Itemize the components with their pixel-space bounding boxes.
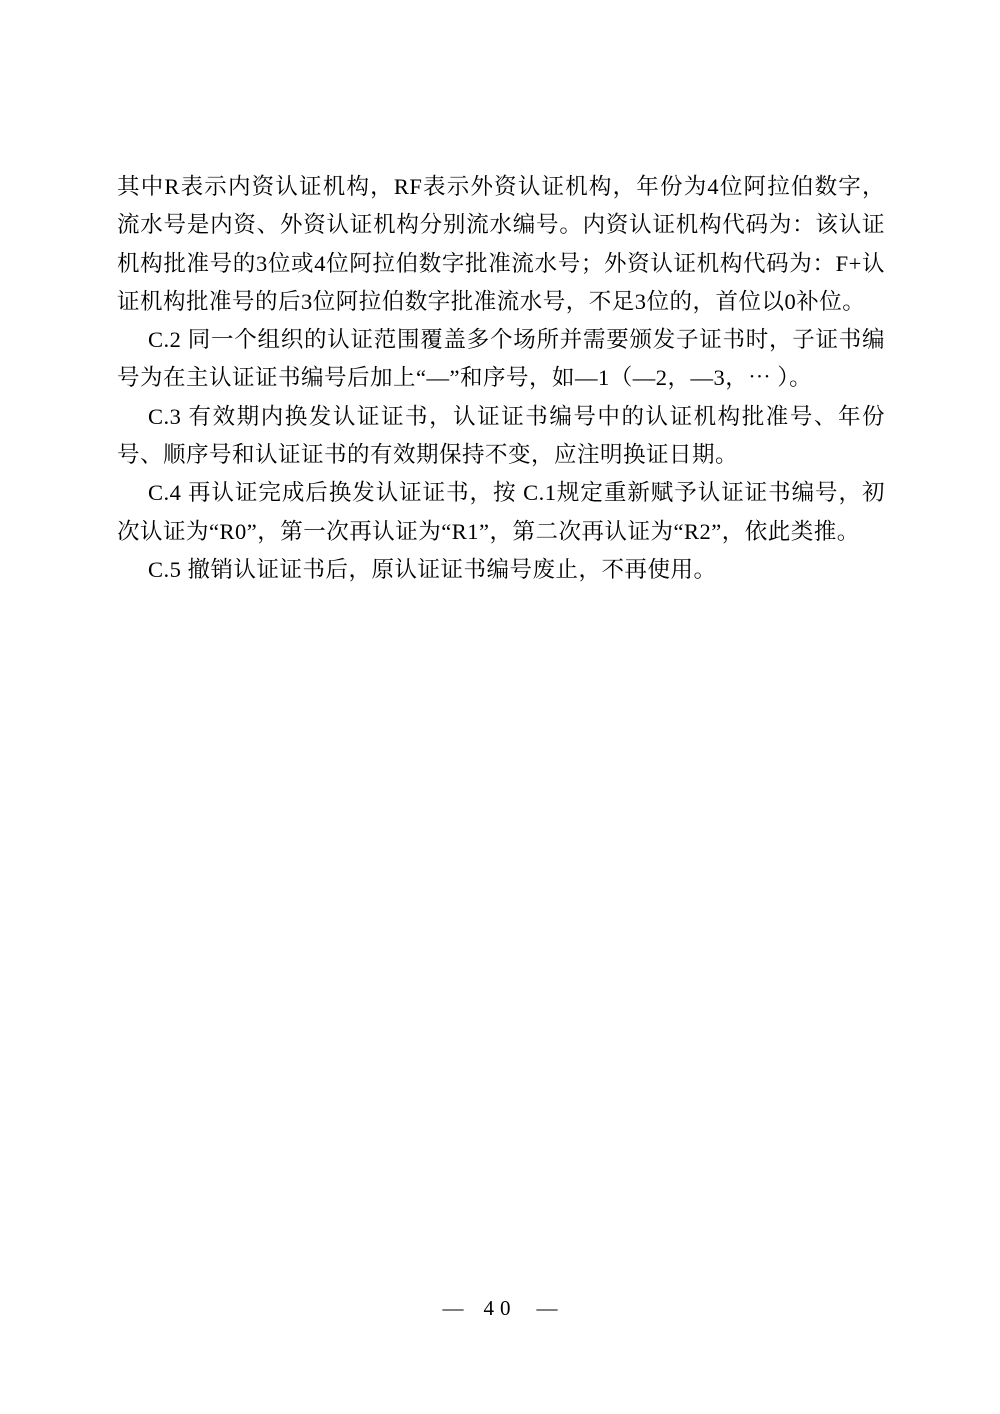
page-number: 40 [483, 1296, 517, 1320]
paragraph-clause-c3: C.3 有效期内换发认证证书，认证证书编号中的认证机构批准号、年份号、顺序号和认证证书的有效期保持不变，应注明换证日期。 [117, 403, 885, 468]
paragraph-clause-c5: C.5 撤销认证证书后，原认证证书编号废止，不再使用。 [148, 556, 717, 582]
footer-left-dash: — [442, 1296, 464, 1320]
paragraph-clause-c2: C.2 同一个组织的认证范围覆盖多个场所并需要颁发子证书时，子证书编号为在主认证证书编号后加上“—”和序号，如—1（—2，—3，⋯ ）。 [117, 327, 885, 391]
page-body [117, 168, 885, 589]
page-footer [0, 1293, 1000, 1323]
paragraph-clause-c4: C.4 再认证完成后换发认证证书，按 C.1规定重新赋予认证证书编号，初次认证为“R0”，第一次再认证为“R1”，第二次再认证为“R2”，依此类推。 [117, 480, 885, 544]
paragraph-body-continuation: 其中R表示内资认证机构，RF表示外资认证机构，年份为4位阿拉伯数字，流水号是内资、外资认证机构分别流水编号。内资认证机构代码为：该认证机构批准号的3位或4位阿拉伯数字批准流水号；外资认证机构代码为：F+认证机构批准号的后3位阿拉伯数字批准流水号，不足3位的，首位以0补位。 [117, 174, 885, 314]
footer-right-dash: — [536, 1296, 558, 1320]
